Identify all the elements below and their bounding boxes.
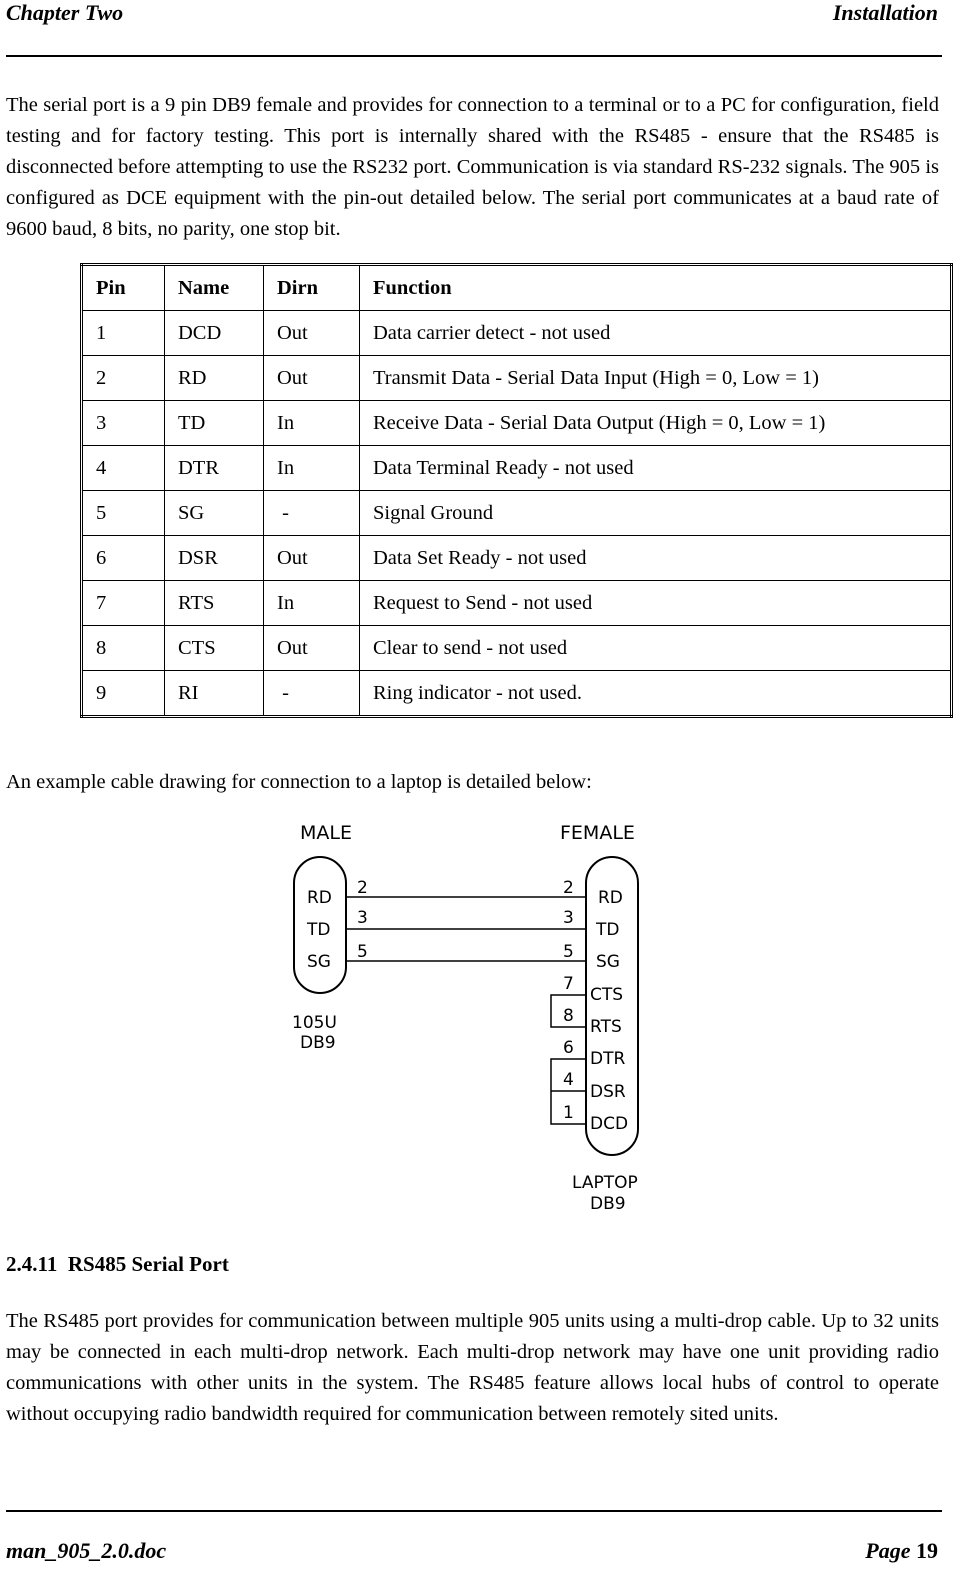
table-cell: Request to Send - not used bbox=[360, 581, 952, 626]
table-row bbox=[82, 536, 952, 581]
female-pin-label: CTS bbox=[590, 985, 624, 1005]
table-cell: Transmit Data - Serial Data Input (High = 0, Low = 1) bbox=[360, 356, 952, 401]
female-pin-number: 4 bbox=[563, 1070, 574, 1090]
female-pin-number: 2 bbox=[563, 878, 574, 898]
table-cell: Out bbox=[264, 356, 360, 401]
table-row bbox=[82, 581, 952, 626]
male-label: MALE bbox=[300, 822, 352, 844]
table-cell: 9 bbox=[82, 671, 165, 717]
table-cell: Data carrier detect - not used bbox=[360, 311, 952, 356]
female-pin-number: 5 bbox=[563, 942, 574, 962]
table-header-cell: Pin bbox=[82, 265, 165, 311]
table-cell: 7 bbox=[82, 581, 165, 626]
female-pin-label: TD bbox=[596, 920, 620, 940]
table-header-row bbox=[82, 265, 952, 311]
female-pin-label: DTR bbox=[590, 1049, 626, 1069]
table-cell: Data Set Ready - not used bbox=[360, 536, 952, 581]
male-caption: DB9 bbox=[300, 1033, 336, 1053]
table-cell: Out bbox=[264, 311, 360, 356]
table-header-cell: Dirn bbox=[264, 265, 360, 311]
table-cell: Receive Data - Serial Data Output (High = 0, Low = 1) bbox=[360, 401, 952, 446]
male-pin-label: RD bbox=[307, 888, 332, 908]
table-cell: 2 bbox=[82, 356, 165, 401]
table-row bbox=[82, 491, 952, 536]
male-pin-number: 3 bbox=[357, 908, 368, 928]
table-cell: DSR bbox=[165, 536, 264, 581]
footer-page-label: Page bbox=[865, 1538, 911, 1563]
table-row bbox=[82, 671, 952, 717]
female-pin-label: RD bbox=[598, 888, 623, 908]
male-pin-number: 5 bbox=[357, 942, 368, 962]
table-cell: DCD bbox=[165, 311, 264, 356]
table-cell: TD bbox=[165, 401, 264, 446]
male-pin-label: SG bbox=[307, 952, 331, 972]
table-cell: Signal Ground bbox=[360, 491, 952, 536]
table-cell: 5 bbox=[82, 491, 165, 536]
table-cell: - bbox=[264, 671, 360, 717]
table-cell: RI bbox=[165, 671, 264, 717]
table-row bbox=[82, 446, 952, 491]
table-cell: Out bbox=[264, 626, 360, 671]
table-row bbox=[82, 356, 952, 401]
section-heading bbox=[6, 1252, 229, 1277]
female-pin-label: DSR bbox=[590, 1082, 626, 1102]
table-cell: CTS bbox=[165, 626, 264, 671]
table-row bbox=[82, 401, 952, 446]
table-cell: Ring indicator - not used. bbox=[360, 671, 952, 717]
female-pin-number: 1 bbox=[563, 1103, 574, 1123]
male-pin-label: TD bbox=[307, 920, 331, 940]
table-cell: DTR bbox=[165, 446, 264, 491]
female-caption: DB9 bbox=[590, 1194, 626, 1214]
table-cell: In bbox=[264, 581, 360, 626]
table-cell: Clear to send - not used bbox=[360, 626, 952, 671]
rs485-paragraph: The RS485 port provides for communication between multiple 905 units using a multi-drop cable. Up to 32 units may be connected in each multi-drop network. Each multi-drop network may have one unit providing radio communications with other units in the system. The RS485 feature allows local hubs of control to operate without occupying radio bandwidth required for communication between remotely sited units. bbox=[6, 1310, 939, 1425]
footer-page bbox=[865, 1538, 938, 1564]
male-pin-number: 2 bbox=[357, 878, 368, 898]
pinout-table bbox=[80, 263, 953, 718]
table-header-cell: Name bbox=[165, 265, 264, 311]
footer-filename: man_905_2.0.doc bbox=[6, 1538, 167, 1563]
male-caption: 105U bbox=[292, 1013, 337, 1033]
table-cell: In bbox=[264, 446, 360, 491]
table-cell: 4 bbox=[82, 446, 165, 491]
female-pin-number: 8 bbox=[563, 1006, 574, 1026]
table-cell: RD bbox=[165, 356, 264, 401]
footer-rule bbox=[6, 1510, 942, 1512]
header-rule bbox=[6, 55, 942, 57]
female-label: FEMALE bbox=[560, 822, 635, 844]
female-pin-label: DCD bbox=[590, 1114, 629, 1134]
table-cell: 8 bbox=[82, 626, 165, 671]
section-number: 2.4.11 bbox=[6, 1252, 58, 1276]
cable-diagram bbox=[280, 815, 680, 1220]
female-pin-label: RTS bbox=[590, 1017, 622, 1037]
female-pin-label: SG bbox=[596, 952, 620, 972]
table-row bbox=[82, 626, 952, 671]
female-caption: LAPTOP bbox=[572, 1173, 638, 1193]
header-chapter: Chapter Two bbox=[6, 0, 124, 25]
table-cell: SG bbox=[165, 491, 264, 536]
table-cell: Data Terminal Ready - not used bbox=[360, 446, 952, 491]
table-cell: Out bbox=[264, 536, 360, 581]
header-section: Installation bbox=[832, 0, 938, 25]
table-header-cell: Function bbox=[360, 265, 952, 311]
female-pin-number: 6 bbox=[563, 1038, 574, 1058]
footer-page-number: 19 bbox=[916, 1538, 938, 1563]
table-cell: - bbox=[264, 491, 360, 536]
table-cell: 6 bbox=[82, 536, 165, 581]
section-title: RS485 Serial Port bbox=[67, 1252, 229, 1276]
table-cell: RTS bbox=[165, 581, 264, 626]
cable-intro: An example cable drawing for connection to a laptop is detailed below: bbox=[6, 771, 592, 793]
table-cell: In bbox=[264, 401, 360, 446]
female-pin-number: 3 bbox=[563, 908, 574, 928]
table-cell: 1 bbox=[82, 311, 165, 356]
female-pin-number: 7 bbox=[563, 974, 574, 994]
intro-paragraph: The serial port is a 9 pin DB9 female and provides for connection to a terminal or to a PC for configuration, field testing and for factory testing. This port is internally shared with the RS485 - ensure that the RS485 is disconnected before attempting to use the RS232 port. Communication is via standard RS-232 signals. The 905 is configured as DCE equipment with the pin-out detailed below. The serial port communicates at a baud rate of 9600 baud, 8 bits, no parity, one stop bit. bbox=[6, 94, 939, 240]
table-row bbox=[82, 311, 952, 356]
table-cell: 3 bbox=[82, 401, 165, 446]
